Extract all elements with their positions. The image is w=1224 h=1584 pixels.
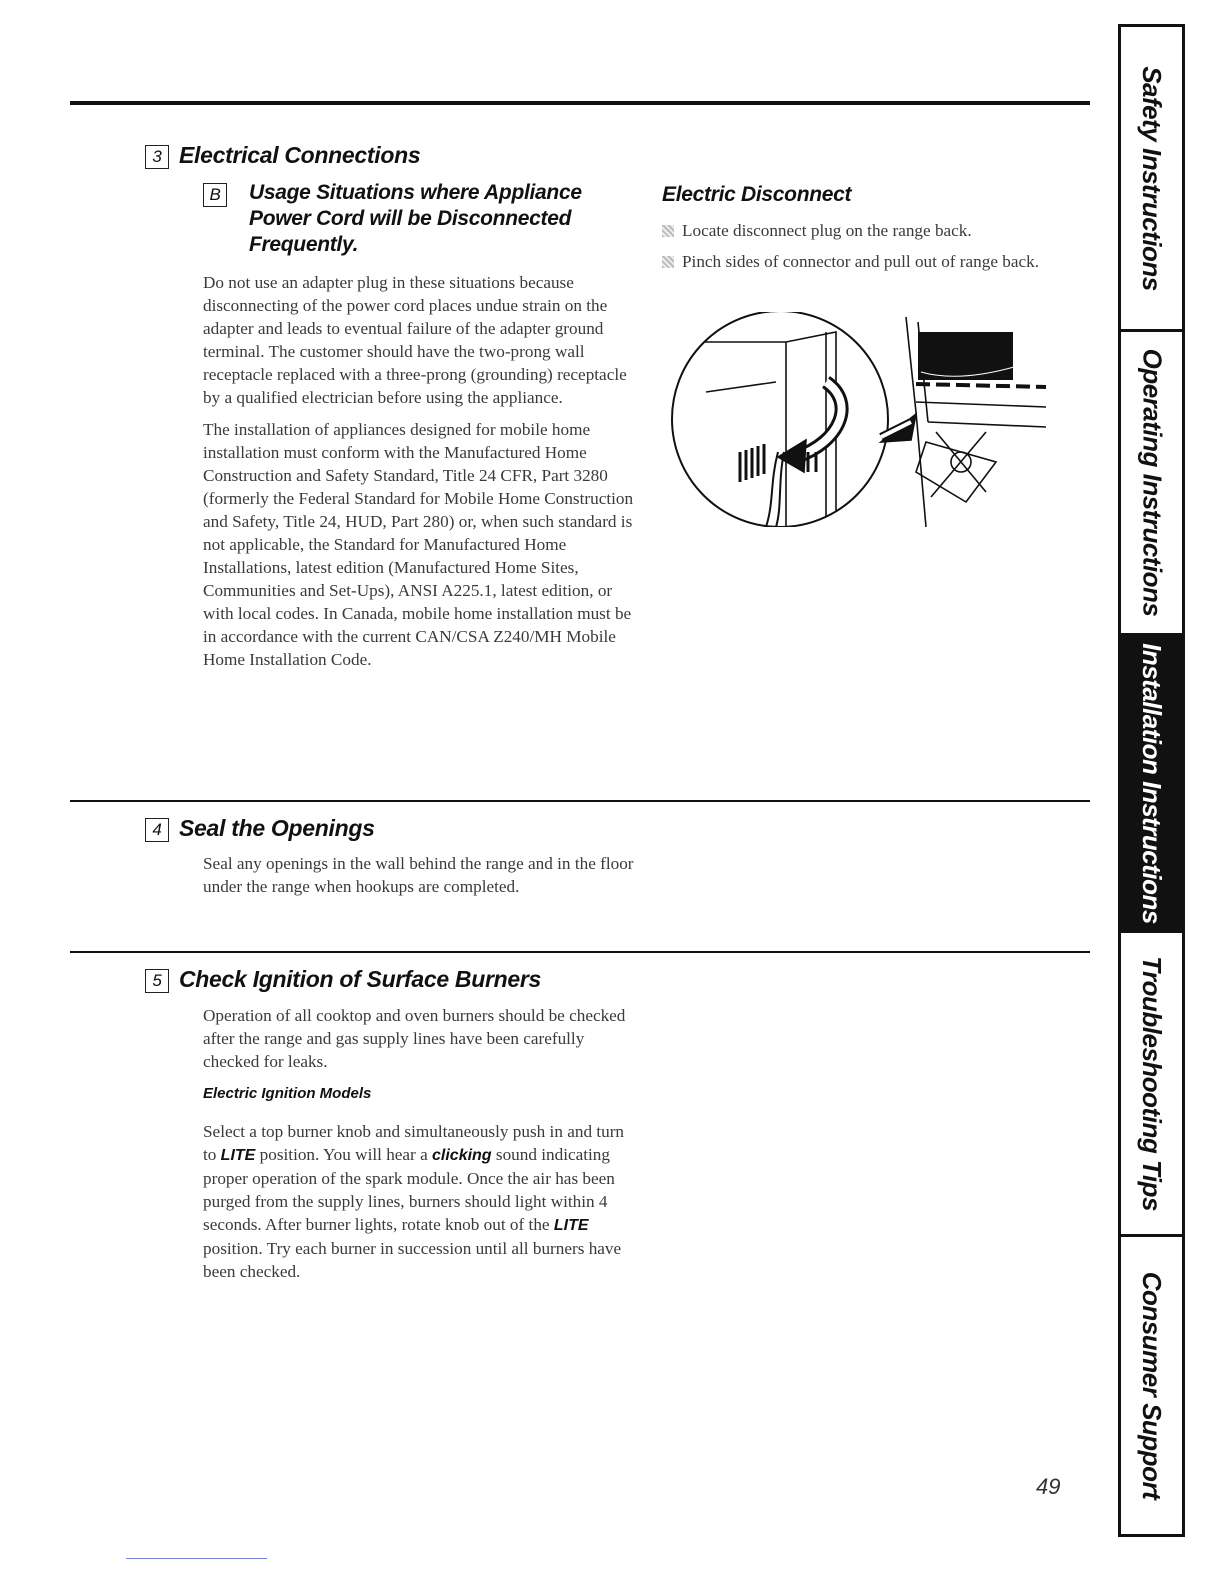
electric-disconnect-list <box>662 220 1082 282</box>
tab-safety-instructions[interactable]: Safety Instructions <box>1121 27 1182 332</box>
section-4-body <box>203 852 643 907</box>
section-number-box: 4 <box>145 818 169 842</box>
paragraph: The installation of appliances designed for mobile home installation must conform with the Manufactured Home Construction and Safety Standard, Title 24 CFR, Part 3280 (formerly the Federal Standard for Mobile Home Construction and Safety, Title 24, HUD, Part 280) or, when such standard is not applicable, the Standard for Manufactured Home Installations, latest edition (Manufactured Home Sites, Communities and Set-Ups), ANSI A225.1, latest edition, or with local codes. In Canada, mobile home installation must be in accordance with the current CAN/CSA Z240/MH Mobile Home Installation Code. <box>203 420 634 669</box>
tab-installation-instructions[interactable]: Installation Instructions <box>1121 636 1182 933</box>
section-4-heading <box>145 815 375 842</box>
subsection-b-title-line2: Power Cord will be Disconnected <box>249 207 572 230</box>
subsection-letter-box: B <box>203 183 227 207</box>
subsection-b-title-line1: Usage Situations where Appliance <box>249 181 582 204</box>
tab-troubleshooting-tips[interactable]: Troubleshooting Tips <box>1121 933 1182 1237</box>
section-number-box: 5 <box>145 969 169 993</box>
section-divider <box>70 951 1090 953</box>
tab-consumer-support[interactable]: Consumer Support <box>1137 1271 1168 1500</box>
subsection-b-heading <box>203 180 582 258</box>
subsection-b-body <box>203 271 643 680</box>
paragraph: Select a top burner knob and simultaneously push in and turn to LITE position. You will hear a clicking sound indicating proper operation of the spark module. Once the air has been purged from the supply lines, burners should light within 4 seconds. After burner lights, rotate knob out of the LITE position. Try each burner in succession until all burners have been checked. <box>203 1122 625 1281</box>
top-rule <box>70 101 1090 105</box>
bullet-icon <box>662 225 674 237</box>
disconnect-plug-illustration <box>666 312 1056 527</box>
subsection-b-title-line3: Frequently. <box>249 233 359 256</box>
section-number-box: 3 <box>145 145 169 169</box>
paragraph: Operation of all cooktop and oven burners should be checked after the range and gas supply lines have been carefully checked for leaks. <box>203 1006 626 1071</box>
bullet-icon <box>662 256 674 268</box>
footer-line <box>126 1558 267 1559</box>
page-number: 49 <box>1036 1474 1061 1499</box>
lite-label: LITE <box>220 1147 256 1164</box>
lite-label: LITE <box>553 1217 589 1234</box>
tab-operating-instructions[interactable]: Operating Instructions <box>1121 332 1182 636</box>
electric-ignition-body <box>203 1120 633 1292</box>
section-3-heading <box>145 142 420 169</box>
section-divider <box>70 800 1090 802</box>
list-item: Locate disconnect plug on the range back. <box>662 220 1082 242</box>
section-4-title: Seal the Openings <box>179 815 375 841</box>
section-5-body <box>203 1004 633 1082</box>
paragraph: Seal any openings in the wall behind the range and in the floor under the range when hookups are completed. <box>203 854 634 896</box>
electric-disconnect-heading: Electric Disconnect <box>662 183 852 206</box>
section-5-heading <box>145 966 541 993</box>
section-tabs <box>1118 24 1185 1537</box>
list-item: Pinch sides of connector and pull out of range back. <box>662 251 1082 273</box>
paragraph: Do not use an adapter plug in these situations because disconnecting of the power cord places undue strain on the adapter and leads to eventual failure of the adapter ground terminal. The customer should have the two-prong wall receptacle replaced with a three-prong (grounding) receptacle by a qualified electrician before using the appliance. <box>203 273 627 407</box>
section-3-title: Electrical Connections <box>179 142 421 168</box>
section-5-title: Check Ignition of Surface Burners <box>179 966 541 992</box>
clicking-label: clicking <box>432 1147 492 1164</box>
electric-ignition-subheading: Electric Ignition Models <box>203 1085 372 1102</box>
